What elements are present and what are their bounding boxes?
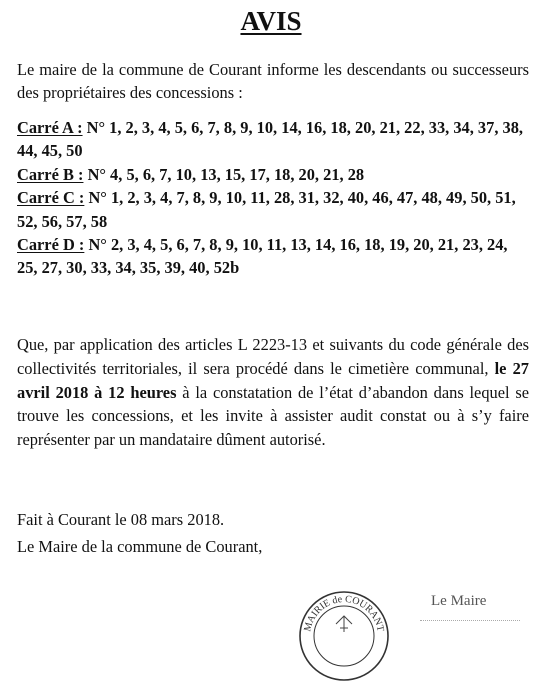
carre-b: [17, 163, 532, 186]
carre-d: [17, 233, 532, 280]
carre-label: Carré B :: [17, 164, 84, 184]
carre-c: [17, 186, 532, 233]
signature: Le Maire: [431, 593, 487, 609]
main-text-before: Que, par application des articles L 2223-13 et suivants du code générale des collectivités territoriales, il sera procédé dans le cimetière communal,: [17, 335, 529, 378]
main-text-after: à la constatation de l’état d’abandon dans lequel se trouve les concessions, et les invite à assister audit constat ou à s’y faire représenter par un mandataire dûment autorisé.: [17, 382, 530, 450]
carre-numbers: N° 1, 2, 3, 4, 7, 8, 9, 10, 11, 28, 31, 32, 40, 46, 47, 48, 49, 50, 51, 52, 56, 57, 58: [17, 188, 516, 231]
carres-list: [17, 116, 532, 280]
intro-paragraph: Le maire de la commune de Courant informe les descendants ou successeurs des propriétaires des concessions :: [17, 60, 529, 103]
date-emphasis: le 27 avril 2018 à 12 heures: [17, 358, 529, 402]
signatory-line: Le Maire de la commune de Courant,: [17, 537, 263, 556]
page-title: AVIS: [240, 6, 302, 36]
carre-label: Carré A :: [17, 118, 83, 137]
carre-numbers: N° 1, 2, 3, 4, 5, 6, 7, 8, 9, 10, 14, 16, 18, 20, 21, 22, 33, 34, 37, 38, 44, 45, 50: [17, 118, 524, 161]
carre-label: Carré D :: [17, 235, 85, 255]
signature-flourish: [420, 614, 520, 621]
carre-label: Carré C :: [17, 188, 85, 208]
mairie-stamp: [296, 588, 392, 684]
main-paragraph: [17, 333, 529, 452]
carre-a: [17, 116, 532, 163]
fait-line: Fait à Courant le 08 mars 2018.: [17, 510, 225, 529]
carre-numbers: N° 4, 5, 6, 7, 10, 13, 15, 17, 18, 20, 21, 28: [87, 164, 365, 184]
carre-numbers: N° 2, 3, 4, 5, 6, 7, 8, 9, 10, 11, 13, 14, 16, 18, 19, 20, 21, 23, 24, 25, 27, 30, 33, 34, 35, 39, 40, 52b: [17, 235, 508, 278]
stamp-text: MAIRIE de COURANT: [302, 593, 386, 633]
